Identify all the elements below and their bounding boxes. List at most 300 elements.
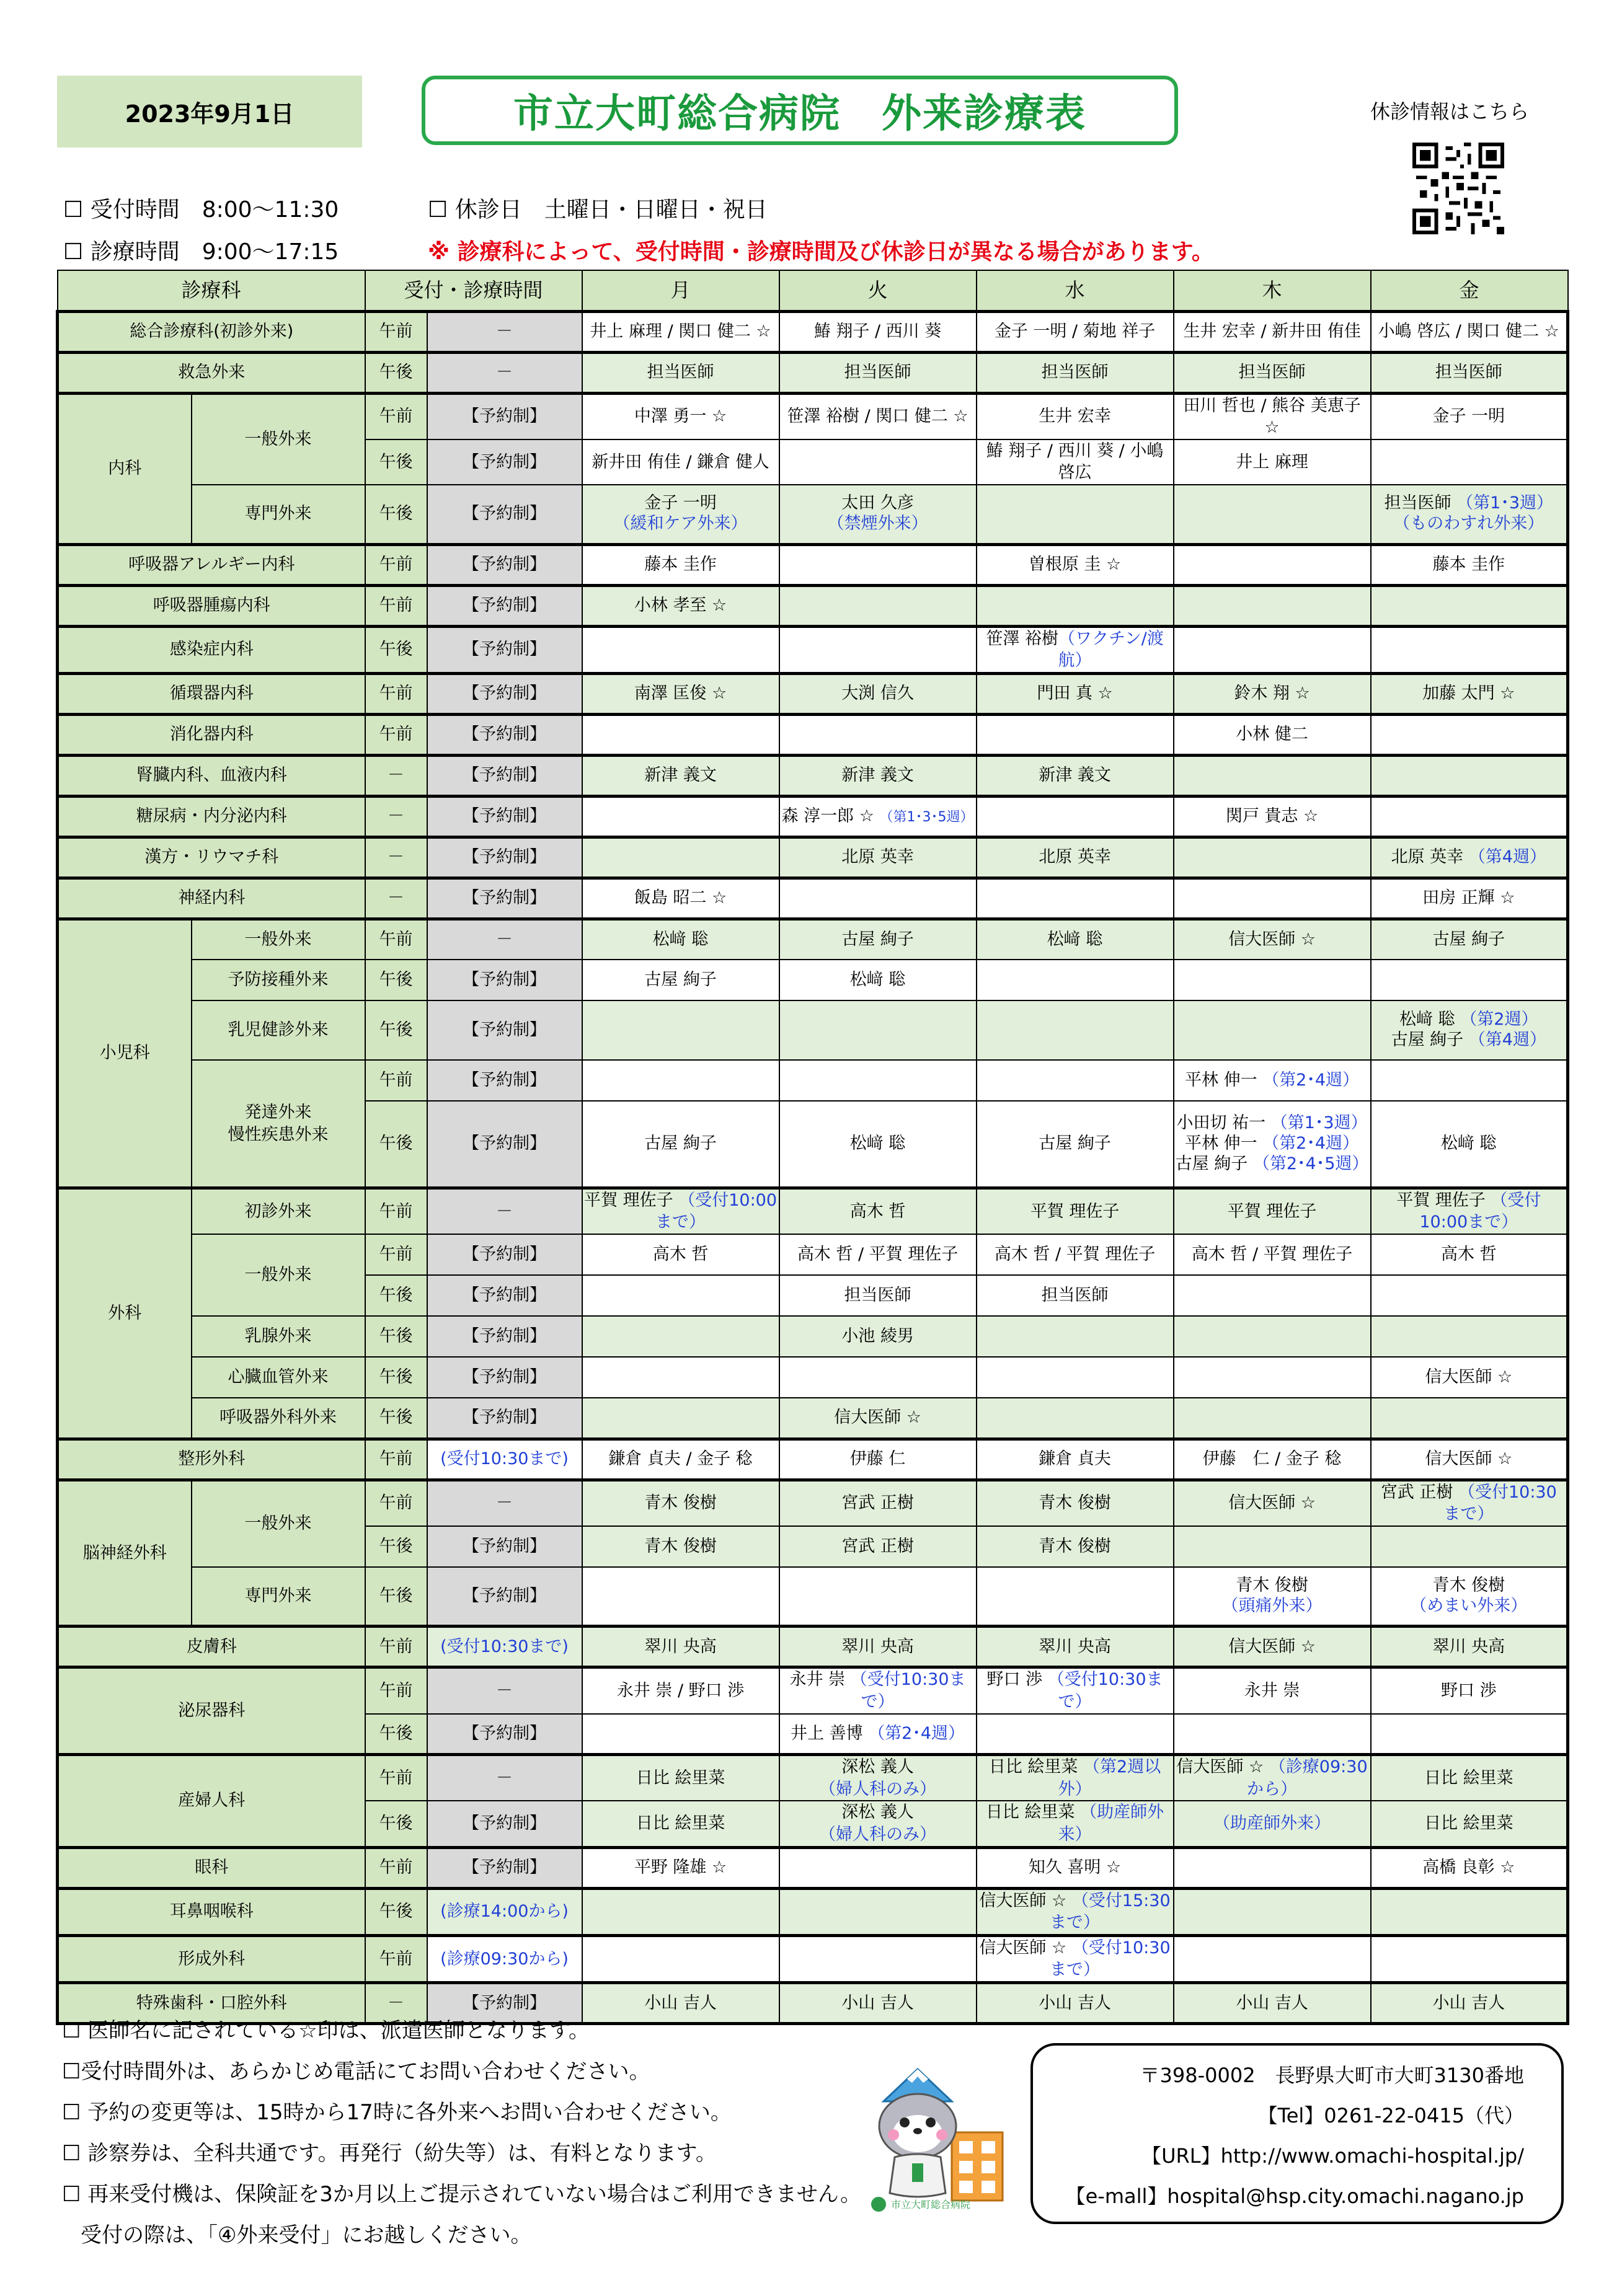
- reservation-note: 【予約制】: [427, 1060, 582, 1101]
- dept-name: 内科: [58, 393, 192, 544]
- cell-thu: 信大医師 ☆: [1174, 1480, 1371, 1526]
- reservation-note: 【予約制】: [427, 1983, 582, 2024]
- cell-mon: 古屋 絢子: [582, 960, 779, 1000]
- reservation-note: 【予約制】: [427, 1101, 582, 1188]
- sub-dept-line: 発達外来: [244, 1102, 312, 1122]
- table-row: [58, 1935, 1568, 1982]
- cell-fri: [1371, 1714, 1568, 1755]
- cell-tue: 宮武 正樹: [779, 1480, 977, 1526]
- cell-fri: 日比 絵里菜: [1371, 1755, 1568, 1801]
- cell-tue: [779, 585, 977, 626]
- address: 〒398-0002 長野県大町市大町3130番地: [1140, 2064, 1524, 2087]
- slot: 午後: [365, 1526, 427, 1567]
- slot: －: [365, 755, 427, 796]
- cell-mon: [582, 1398, 779, 1439]
- table-row: [58, 837, 1568, 878]
- cell-mon: 藤本 圭作: [582, 544, 779, 585]
- doctor: 松﨑 聡: [1399, 1010, 1455, 1030]
- cell-thu: 信大医師 ☆: [1174, 1627, 1371, 1667]
- cell-fri: 信大医師 ☆: [1371, 1357, 1568, 1398]
- dept-name: 泌尿器科: [58, 1667, 365, 1755]
- cell-tue: 担当医師: [779, 1275, 977, 1316]
- cell-wed: 青木 俊樹: [977, 1480, 1174, 1526]
- table-row: [58, 1667, 1568, 1714]
- cell-mon: 古屋 絢子: [582, 1101, 779, 1188]
- cell-mon: 小林 孝至 ☆: [582, 585, 779, 626]
- reservation-note: －: [427, 1480, 582, 1526]
- cell-thu: [1174, 1275, 1371, 1316]
- cell-wed: [977, 878, 1174, 919]
- doctor: 小田切 祐一: [1176, 1113, 1266, 1133]
- sub-dept: 一般外来: [192, 1234, 365, 1316]
- cell-mon: [582, 1888, 779, 1935]
- col-header-tue: 火: [779, 270, 977, 311]
- cell-wed: 鎌倉 貞夫: [977, 1439, 1174, 1480]
- reservation-note: 【予約制】: [427, 796, 582, 837]
- cell-fri: [1371, 1888, 1568, 1935]
- cell-thu: 田川 哲也 / 熊谷 美恵子 ☆: [1174, 393, 1371, 439]
- cell-fri: [1371, 796, 1568, 837]
- sub-dept: 乳腺外来: [192, 1316, 365, 1357]
- table-row: [58, 1398, 1568, 1439]
- cell-fri: 翠川 央高: [1371, 1627, 1568, 1667]
- reservation-note: 【予約制】: [427, 544, 582, 585]
- reservation-note: 【予約制】: [427, 485, 582, 544]
- cell-tue: [779, 1060, 977, 1101]
- cell-fri: [1371, 1188, 1568, 1234]
- slot: 午後: [365, 1357, 427, 1398]
- table-row: [58, 755, 1568, 796]
- cell-mon: 中澤 勇一 ☆: [582, 393, 779, 439]
- sub-dept: 呼吸器外科外来: [192, 1398, 365, 1439]
- cell-wed: [977, 960, 1174, 1000]
- cell-wed: 古屋 絢子: [977, 1101, 1174, 1188]
- cell-thu: [1174, 1526, 1371, 1567]
- dept-name: 脳神経外科: [58, 1480, 192, 1627]
- doctor: 宮武 正樹: [1380, 1482, 1453, 1502]
- slot: 午前: [365, 1847, 427, 1888]
- dept-respiratory-allergy: [58, 544, 1568, 585]
- cell-wed: 松﨑 聡: [977, 919, 1174, 960]
- clinic-note: （第2週以外）: [1058, 1757, 1161, 1799]
- footnote-6: 受付の際は、「④外来受付」にお越しください。: [81, 2223, 532, 2248]
- table-row: [58, 544, 1568, 585]
- cell-wed: [977, 1714, 1174, 1755]
- cell-tue: 古屋 絢子: [779, 919, 977, 960]
- col-header-wed: 水: [977, 270, 1174, 311]
- cell-wed: 曽根原 圭 ☆: [977, 544, 1174, 585]
- date-label: 2023年9月1日: [57, 76, 362, 148]
- cell-fri: 高橋 良彰 ☆: [1371, 1847, 1568, 1888]
- cell-mon: [582, 796, 779, 837]
- dept-internal: [58, 393, 1568, 544]
- footnote-4: ☐ 診察券は、全科共通です。再発行（紛失等）は、有料となります。: [62, 2141, 717, 2166]
- cell-wed: 担当医師: [977, 352, 1174, 393]
- qr-label: 休診情報はこちら: [1370, 100, 1530, 123]
- doctor: 日比 絵里菜: [988, 1757, 1078, 1777]
- slot: 午前: [365, 1755, 427, 1801]
- sub-dept: 乳児健診外来: [192, 1000, 365, 1060]
- slot: －: [365, 796, 427, 837]
- cell-fri: [1371, 585, 1568, 626]
- table-row: [58, 393, 1568, 439]
- dept-name: 形成外科: [58, 1935, 365, 1982]
- sub-dept: 予防接種外来: [192, 960, 365, 1000]
- reservation-note: 【予約制】: [427, 1234, 582, 1275]
- cell-tue: 宮武 正樹: [779, 1526, 977, 1567]
- cell-thu: [1174, 1398, 1371, 1439]
- table-row: [58, 1627, 1568, 1667]
- table-row: [58, 1567, 1568, 1627]
- cell-mon: 日比 絵里菜: [582, 1755, 779, 1801]
- table-row: [58, 1480, 1568, 1526]
- cell-tue: 笹澤 裕樹 / 関口 健二 ☆: [779, 393, 977, 439]
- reservation-note: 【予約制】: [427, 1316, 582, 1357]
- cell-fri: [1371, 626, 1568, 673]
- cell-wed: [977, 1398, 1174, 1439]
- sub-dept: 心臓血管外来: [192, 1357, 365, 1398]
- cell-thu: [1174, 626, 1371, 673]
- cell-tue: [779, 1357, 977, 1398]
- table-row: [58, 1316, 1568, 1357]
- slot: 午後: [365, 1801, 427, 1847]
- slot: 午後: [365, 1101, 427, 1188]
- dept-name: 総合診療科(初診外来): [58, 311, 365, 352]
- sub-dept: 専門外来: [192, 485, 365, 544]
- cell-tue: [779, 1567, 977, 1627]
- mascot-icon: [859, 2058, 1008, 2218]
- cell-fri: [1371, 1480, 1568, 1526]
- sub-dept: 一般外来: [192, 393, 365, 485]
- doctor: 笹澤 裕樹: [986, 629, 1058, 648]
- cell-fri: 野口 渉: [1371, 1667, 1568, 1714]
- cell-thu: [1174, 1060, 1371, 1101]
- dept-cardiology: [58, 673, 1568, 714]
- cell-mon: 翠川 央高: [582, 1627, 779, 1667]
- doctor: 日比 絵里菜: [985, 1803, 1075, 1822]
- cell-tue: [779, 544, 977, 585]
- cell-tue: [779, 1935, 977, 1982]
- reservation-note: 【予約制】: [427, 837, 582, 878]
- cell-fri: 小山 吉人: [1371, 1983, 1568, 2024]
- cell-tue: [779, 1801, 977, 1847]
- dept-plastic: [58, 1935, 1568, 1982]
- col-header-time: 受付・診療時間: [365, 270, 582, 311]
- cell-wed: [977, 1755, 1174, 1801]
- reservation-note: 【予約制】: [427, 1275, 582, 1316]
- cell-mon: 鎌倉 貞夫 / 金子 稔: [582, 1439, 779, 1480]
- cell-wed: 翠川 央高: [977, 1627, 1174, 1667]
- cell-thu: [1174, 1316, 1371, 1357]
- cell-wed: 小山 吉人: [977, 1983, 1174, 2024]
- holiday-info: [428, 192, 768, 224]
- slot: 午前: [365, 1060, 427, 1101]
- cell-fri: [1371, 755, 1568, 796]
- cell-wed: [977, 1000, 1174, 1060]
- table-row: [58, 796, 1568, 837]
- cell-wed: 平賀 理佐子: [977, 1188, 1174, 1234]
- cell-mon: [582, 1714, 779, 1755]
- cell-fri: 松﨑 聡: [1371, 1101, 1568, 1188]
- cell-tue: [779, 1714, 977, 1755]
- slot: 午後: [365, 1275, 427, 1316]
- clinic-note: （ものわすれ外来）: [1393, 514, 1544, 534]
- cell-wed: 北原 英幸: [977, 837, 1174, 878]
- clinic-value: 9:00～17:15: [202, 239, 339, 265]
- cell-mon: 新津 義文: [582, 755, 779, 796]
- cell-tue: [779, 485, 977, 544]
- slot: 午前: [365, 673, 427, 714]
- cell-wed: 高木 哲 / 平賀 理佐子: [977, 1234, 1174, 1275]
- col-header-thu: 木: [1174, 270, 1371, 311]
- cell-tue: 翠川 央高: [779, 1627, 977, 1667]
- dept-name: 小児科: [58, 919, 192, 1188]
- reception-hours: [63, 192, 339, 224]
- table-row: [58, 878, 1568, 919]
- cell-tue: 大渕 信久: [779, 673, 977, 714]
- doctor: 森 淳一郎 ☆: [781, 806, 874, 826]
- reservation-note: 【予約制】: [427, 393, 582, 439]
- doctor: 北原 英幸: [1391, 847, 1464, 867]
- holiday-value: 土曜日・日曜日・祝日: [544, 197, 768, 223]
- slot: 午前: [365, 1234, 427, 1275]
- dept-name: 消化器内科: [58, 714, 365, 755]
- cell-tue: [779, 878, 977, 919]
- cell-thu: 伊藤 仁 / 金子 稔: [1174, 1439, 1371, 1480]
- col-header-mon: 月: [582, 270, 779, 311]
- table-row: [58, 1439, 1568, 1480]
- time-note: （受付10:00まで）: [1419, 1190, 1541, 1232]
- slot: 午前: [365, 1627, 427, 1667]
- cell-fri: 加藤 太門 ☆: [1371, 673, 1568, 714]
- dept-name: 眼科: [58, 1847, 365, 1888]
- col-header-fri: 金: [1371, 270, 1568, 311]
- doctor: 深松 義人: [841, 1803, 914, 1822]
- reservation-note: 【予約制】: [427, 673, 582, 714]
- cell-tue: [779, 1755, 977, 1801]
- dept-kampo: [58, 837, 1568, 878]
- cell-thu: 生井 宏幸 / 新井田 侑佳: [1174, 311, 1371, 352]
- cell-tue: 高木 哲 / 平賀 理佐子: [779, 1234, 977, 1275]
- reservation-note: 【予約制】: [427, 1714, 582, 1755]
- cell-thu: [1174, 1000, 1371, 1060]
- cell-wed: 門田 真 ☆: [977, 673, 1174, 714]
- table-row: [58, 1060, 1568, 1101]
- cell-wed: [977, 485, 1174, 544]
- reservation-note: 【予約制】: [427, 585, 582, 626]
- cell-tue: 小池 綾男: [779, 1316, 977, 1357]
- cell-tue: 小山 吉人: [779, 1983, 977, 2024]
- dept-name: 産婦人科: [58, 1755, 365, 1848]
- cell-mon: [582, 1000, 779, 1060]
- reservation-note: 【予約制】: [427, 626, 582, 673]
- table-row: [58, 919, 1568, 960]
- slot: 午後: [365, 1316, 427, 1357]
- dept-respiratory-tumor: [58, 585, 1568, 626]
- cell-thu: 小山 吉人: [1174, 1983, 1371, 2024]
- table-row: [58, 311, 1568, 352]
- cell-wed: 金子 一明 / 菊地 祥子: [977, 311, 1174, 352]
- reception-label: ☐ 受付時間: [63, 197, 180, 223]
- clinic-note: （婦人科のみ）: [819, 1824, 937, 1844]
- table-row: [58, 585, 1568, 626]
- doctor: 平賀 理佐子: [584, 1190, 673, 1210]
- cell-thu: 担当医師: [1174, 352, 1371, 393]
- sub-dept: 一般外来: [192, 1480, 365, 1567]
- dept-neurology: [58, 878, 1568, 919]
- doctor: 平林 伸一: [1185, 1134, 1257, 1154]
- cell-tue: [779, 1888, 977, 1935]
- slot: 午後: [365, 352, 427, 393]
- cell-fri: [1371, 1567, 1568, 1627]
- slot: 午前: [365, 1188, 427, 1234]
- clinic-label: ☐ 診療時間: [63, 239, 180, 265]
- cell-fri: [1371, 1060, 1568, 1101]
- week-note: （第1･3週）: [1270, 1113, 1368, 1133]
- reservation-note: 【予約制】: [427, 960, 582, 1000]
- cell-wed: 知久 喜明 ☆: [977, 1847, 1174, 1888]
- sub-dept: 初診外来: [192, 1188, 365, 1234]
- cell-thu: [1174, 1847, 1371, 1888]
- slot: 午前: [365, 311, 427, 352]
- cell-tue: 鰆 翔子 / 西川 葵: [779, 311, 977, 352]
- doctor: 担当医師: [1384, 493, 1451, 513]
- reservation-note: 【予約制】: [427, 1801, 582, 1847]
- doctor: 青木 俊樹: [1236, 1576, 1308, 1596]
- cell-tue: [779, 714, 977, 755]
- phone: 【Tel】0261-22-0415（代）: [1257, 2104, 1524, 2127]
- cell-thu: 井上 麻理: [1174, 439, 1371, 485]
- dept-surgery: [58, 1188, 1568, 1439]
- cell-fri: 小嶋 啓広 / 関口 健二 ☆: [1371, 311, 1568, 352]
- cell-wed: [977, 796, 1174, 837]
- table-row: [58, 673, 1568, 714]
- week-note: （第2･4週）: [1262, 1134, 1360, 1154]
- time-note: （受付15:30まで）: [1050, 1891, 1171, 1933]
- dept-name: 特殊歯科・口腔外科: [58, 1983, 365, 2024]
- week-note: （第2週）: [1460, 1010, 1538, 1030]
- table-row: [58, 1888, 1568, 1935]
- cell-thu: [1174, 1935, 1371, 1982]
- cell-mon: [582, 1357, 779, 1398]
- cell-mon: [582, 1935, 779, 1982]
- table-row: [58, 1188, 1568, 1234]
- cell-tue: [779, 1847, 977, 1888]
- doctor: 青木 俊樹: [1432, 1576, 1505, 1596]
- table-row: [58, 1357, 1568, 1398]
- cell-wed: [977, 1667, 1174, 1714]
- cell-thu: [1174, 585, 1371, 626]
- slot: 午後: [365, 439, 427, 485]
- dept-dermatology: [58, 1627, 1568, 1667]
- dept-name: 腎臓内科、血液内科: [58, 755, 365, 796]
- slot: 午前: [365, 544, 427, 585]
- doctor: 信大医師 ☆: [1176, 1757, 1264, 1777]
- cell-wed: [977, 1801, 1174, 1847]
- doctor: 深松 義人: [841, 1757, 914, 1777]
- cell-fri: 日比 絵里菜: [1371, 1801, 1568, 1847]
- cell-thu: 永井 崇: [1174, 1667, 1371, 1714]
- cell-mon: 担当医師: [582, 352, 779, 393]
- cell-fri: [1371, 1000, 1568, 1060]
- clinic-note: （頭痛外来）: [1221, 1596, 1323, 1615]
- cell-mon: [582, 1316, 779, 1357]
- table-row: [58, 1847, 1568, 1888]
- email-link[interactable]: 【e-mall】hospital@hsp.city.omachi.nagano.jp: [1065, 2184, 1524, 2208]
- table-row: [58, 626, 1568, 673]
- cell-tue: [779, 439, 977, 485]
- clinic-hours: [63, 234, 339, 266]
- clinic-note: （禁煙外来）: [827, 514, 928, 534]
- reservation-note: －: [427, 311, 582, 352]
- doctor: 平林 伸一: [1185, 1071, 1257, 1090]
- cell-mon: 永井 崇 / 野口 渉: [582, 1667, 779, 1714]
- dept-pediatrics: [58, 919, 1568, 1188]
- dept-obgyn: [58, 1755, 1568, 1848]
- reservation-note: －: [427, 352, 582, 393]
- slot: 午前: [365, 393, 427, 439]
- cell-thu: [1174, 960, 1371, 1000]
- dept-name: 耳鼻咽喉科: [58, 1888, 365, 1935]
- cell-wed: 新津 義文: [977, 755, 1174, 796]
- week-note: （第1･3週）: [1456, 493, 1553, 513]
- reservation-note: －: [427, 1755, 582, 1801]
- reservation-note: 【予約制】: [427, 439, 582, 485]
- cell-mon: 飯島 昭二 ☆: [582, 878, 779, 919]
- qr-code-icon[interactable]: [1412, 143, 1504, 234]
- cell-mon: 小山 吉人: [582, 1983, 779, 2024]
- week-note: （第2･4･5週）: [1252, 1154, 1369, 1173]
- dept-gastro: [58, 714, 1568, 755]
- cell-tue: [779, 796, 977, 837]
- cell-fri: 高木 哲: [1371, 1234, 1568, 1275]
- cell-tue: 松﨑 聡: [779, 1101, 977, 1188]
- cell-thu: 信大医師 ☆: [1174, 919, 1371, 960]
- dept-name: 呼吸器アレルギー内科: [58, 544, 365, 585]
- clinic-note: （助産師外来）: [1058, 1803, 1164, 1844]
- col-header-dept: 診療科: [58, 270, 365, 311]
- reservation-note: 【予約制】: [427, 1526, 582, 1567]
- warning-text: ※ 診療科によって、受付時間・診療時間及び休診日が異なる場合があります。: [428, 239, 1214, 265]
- slot: 午前: [365, 1667, 427, 1714]
- time-note: （受付10:30まで）: [850, 1670, 966, 1711]
- cell-wed: [977, 1357, 1174, 1398]
- time-note: （受付10:30まで）: [1047, 1670, 1163, 1711]
- slot: 午前: [365, 1935, 427, 1982]
- cell-wed: 鰆 翔子 / 西川 葵 / 小嶋 啓広: [977, 439, 1174, 485]
- slot: 午前: [365, 919, 427, 960]
- cell-thu: 平賀 理佐子: [1174, 1188, 1371, 1234]
- reservation-note: 【予約制】: [427, 1567, 582, 1627]
- cell-fri: 担当医師: [1371, 352, 1568, 393]
- dept-emergency: [58, 352, 1568, 393]
- reservation-note: 【予約制】: [427, 1398, 582, 1439]
- cell-mon: 日比 絵里菜: [582, 1801, 779, 1847]
- cell-tue: 伊藤 仁: [779, 1439, 977, 1480]
- cell-tue: 信大医師 ☆: [779, 1398, 977, 1439]
- slot: 午後: [365, 1398, 427, 1439]
- cell-mon: 青木 俊樹: [582, 1526, 779, 1567]
- cell-thu: [1174, 485, 1371, 544]
- cell-fri: [1371, 1398, 1568, 1439]
- cell-wed: [977, 1935, 1174, 1982]
- cell-mon: [582, 837, 779, 878]
- cell-wed: [977, 1888, 1174, 1935]
- cell-mon: [582, 1567, 779, 1627]
- cell-thu: [1174, 1357, 1371, 1398]
- reservation-note: 【予約制】: [427, 1847, 582, 1888]
- website-link[interactable]: 【URL】http://www.omachi-hospital.jp/: [1141, 2144, 1524, 2168]
